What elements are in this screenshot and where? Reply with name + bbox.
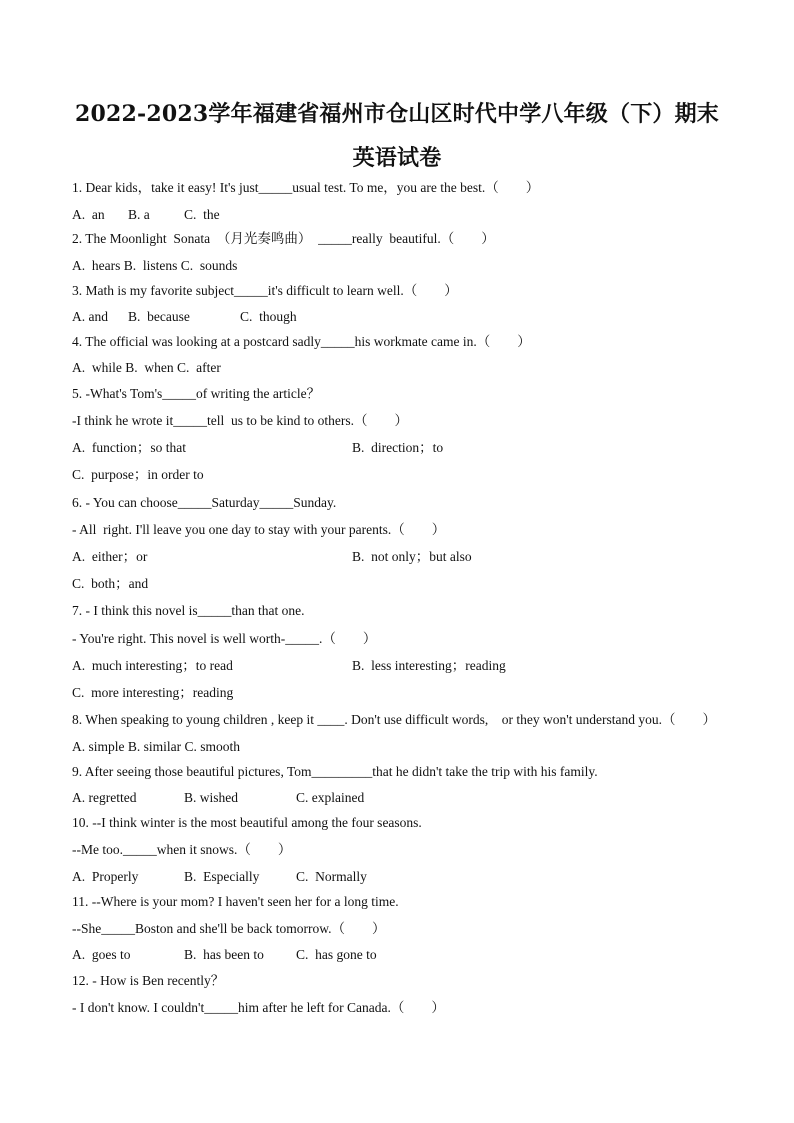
question-11-option-a: A. goes to	[72, 947, 131, 962]
question-6-option-b: B. not only；but also	[352, 549, 472, 564]
question-11-option-b: B. has been to	[184, 947, 264, 962]
question-11-stem: 11. --Where is your mom? I haven't seen her for a long time.	[72, 894, 399, 909]
question-9-option-a: A. regretted	[72, 790, 137, 805]
question-1-option-b: B. a	[128, 207, 150, 222]
question-7-stem-2: - You're right. This novel is well worth-_____.（ ）	[72, 631, 377, 646]
question-7-option-b: B. less interesting；reading	[352, 658, 506, 673]
question-12-stem-2: - I don't know. I couldn't_____him after he left for Canada.（ ）	[72, 1000, 445, 1015]
question-6-stem: 6. - You can choose_____Saturday_____Sunday.	[72, 495, 337, 510]
question-2-options: A. hears B. listens C. sounds	[72, 258, 238, 273]
question-5-stem: 5. -What's Tom's_____of writing the article？	[72, 386, 321, 401]
question-9-option-b: B. wished	[184, 790, 238, 805]
question-10-option-a: A. Properly	[72, 869, 139, 884]
question-1-stem: 1. Dear kids，take it easy! It's just_____usual test. To me，you are the best.（ ）	[72, 180, 540, 195]
question-10-stem-2: --Me too._____when it snows.（ ）	[72, 842, 292, 857]
question-4-options: A. while B. when C. after	[72, 360, 221, 375]
question-2-stem: 2. The Moonlight Sonata （月光奏鸣曲） _____really beautiful.（ ）	[72, 231, 495, 246]
question-3-option-b: B. because	[128, 309, 190, 324]
exam-title: 2022-2023学年福建省福州市仓山区时代中学八年级（下）期末英语试卷	[75, 101, 719, 171]
question-10-option-b: B. Especially	[184, 869, 260, 884]
question-12-stem: 12. - How is Ben recently？	[72, 973, 225, 988]
question-9-stem: 9. After seeing those beautiful pictures, Tom_________that he didn't take the trip with his family.	[72, 764, 598, 779]
question-5-option-a: A. function；so that	[72, 440, 186, 455]
question-6-option-a: A. either；or	[72, 549, 148, 564]
question-3-option-c: C. though	[240, 309, 297, 324]
question-7-option-c: C. more interesting；reading	[72, 685, 234, 700]
question-6-stem-2: - All right. I'll leave you one day to stay with your parents.（ ）	[72, 522, 446, 537]
question-10-stem: 10. --I think winter is the most beautiful among the four seasons.	[72, 815, 422, 830]
question-5-option-b: B. direction；to	[352, 440, 444, 455]
question-4-stem: 4. The official was looking at a postcard sadly_____his workmate came in.（ ）	[72, 334, 531, 349]
question-3-stem: 3. Math is my favorite subject_____it's difficult to learn well.（ ）	[72, 283, 458, 298]
question-6-option-c: C. both；and	[72, 576, 149, 591]
question-7-stem: 7. - I think this novel is_____than that one.	[72, 603, 305, 618]
question-8-options: A. simple B. similar C. smooth	[72, 739, 241, 754]
question-8-stem: 8. When speaking to young children , keep it ____. Don't use difficult words, or they won't understand you.（ ）	[72, 712, 717, 727]
question-11-option-c: C. has gone to	[296, 947, 377, 962]
question-11-stem-2: --She_____Boston and she'll be back tomorrow.（ ）	[72, 921, 386, 936]
question-5-stem-2: -I think he wrote it_____tell us to be kind to others.（ ）	[72, 413, 408, 428]
question-1-option-c: C. the	[184, 207, 220, 222]
question-5-option-c: C. purpose；in order to	[72, 467, 204, 482]
question-7-option-a: A. much interesting；to read	[72, 658, 233, 673]
question-10-option-c: C. Normally	[296, 869, 367, 884]
question-1-option-a: A. an	[72, 207, 105, 222]
question-3-option-a: A. and	[72, 309, 108, 324]
question-9-option-c: C. explained	[296, 790, 365, 805]
